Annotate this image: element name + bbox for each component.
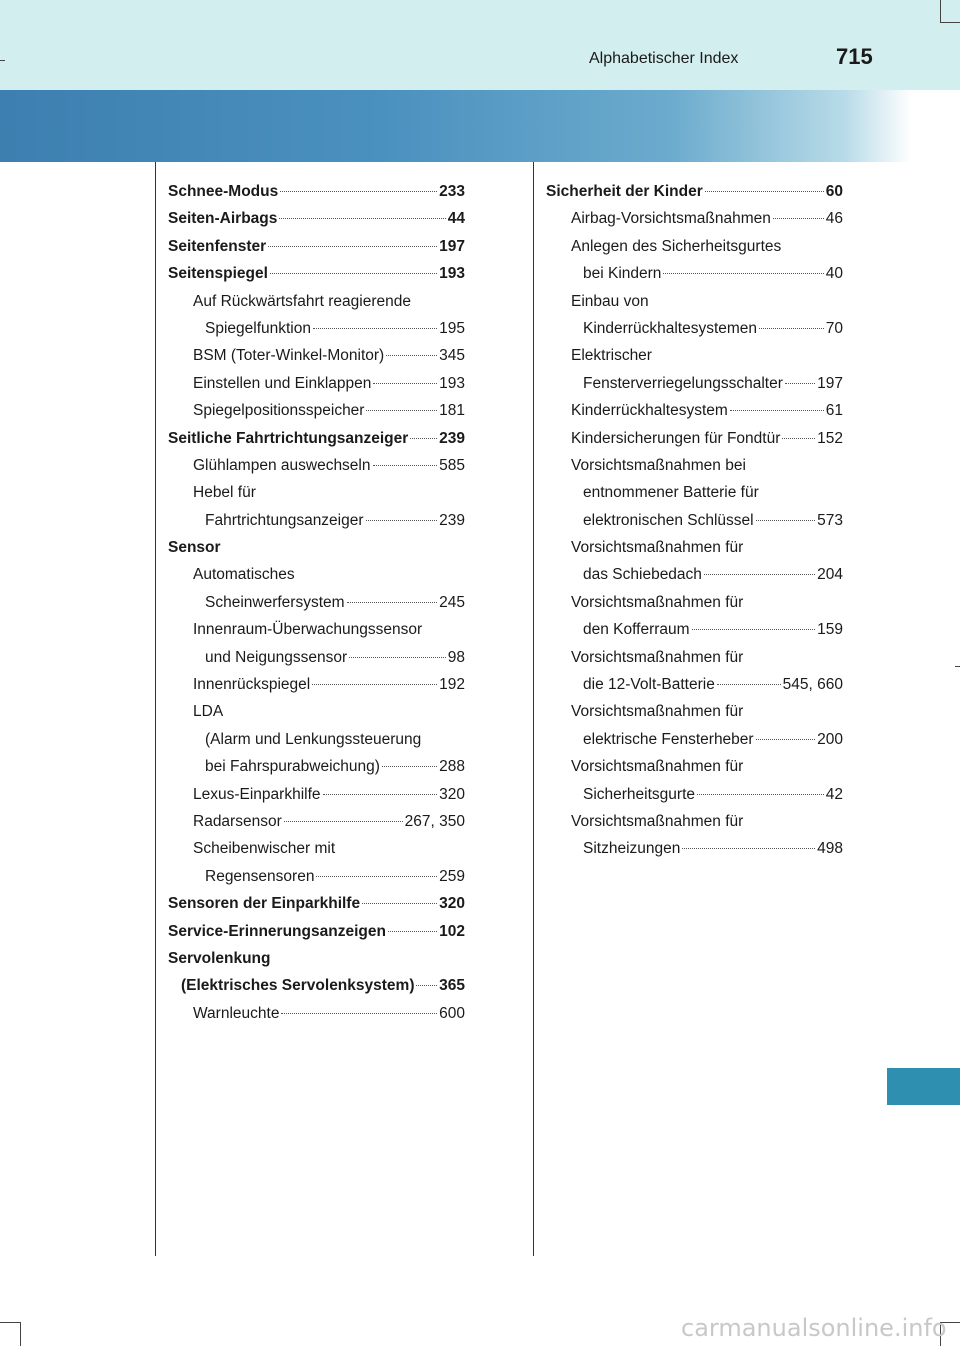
index-entry-text: Einstellen und Einklappen xyxy=(193,374,372,392)
index-entry-text: elektrische Fensterheber xyxy=(583,730,754,748)
index-entry-page[interactable]: 365 xyxy=(439,977,465,995)
index-entry xyxy=(546,781,843,808)
index-entry xyxy=(168,616,465,643)
index-entry-text: Auf Rückwärtsfahrt reagierende xyxy=(193,292,411,310)
index-entry-text: Scheinwerfersystem xyxy=(205,593,345,611)
index-entry-text: Anlegen des Sicherheitsgurtes xyxy=(571,237,782,255)
index-entry-text: Airbag-Vorsichtsmaßnahmen xyxy=(571,210,771,228)
index-entry-page[interactable]: 61 xyxy=(825,402,843,420)
index-entry-text: Automatisches xyxy=(193,566,295,584)
index-entry xyxy=(168,479,465,506)
leader-dots xyxy=(281,999,437,1014)
index-entry xyxy=(168,233,465,260)
leader-dots xyxy=(362,889,437,904)
leader-dots xyxy=(785,369,815,384)
index-entry-text: Sensoren der Einparkhilfe xyxy=(168,895,361,913)
header-gradient-band xyxy=(0,90,960,162)
leader-dots xyxy=(366,506,438,521)
index-entry-text: Radarsensor xyxy=(193,812,282,830)
index-entry-text: und Neigungssensor xyxy=(205,648,348,666)
crop-mark xyxy=(940,0,941,22)
leader-dots xyxy=(382,752,437,767)
index-entry xyxy=(546,178,843,205)
crop-mark xyxy=(20,1322,21,1346)
index-entry-page[interactable]: 44 xyxy=(447,210,465,228)
index-entry-page[interactable]: 46 xyxy=(825,210,843,228)
index-entry-text: entnommener Batterie für xyxy=(583,484,759,502)
index-entry xyxy=(546,342,843,369)
index-entry-page[interactable]: 159 xyxy=(817,621,843,639)
index-entry-text: Elektrischer xyxy=(571,347,652,365)
index-entry xyxy=(546,452,843,479)
index-entry-text: (Elektrisches Servolenksystem) xyxy=(181,977,415,995)
index-entry-text: das Schiebedach xyxy=(583,566,702,584)
index-entry-page[interactable]: 152 xyxy=(817,429,843,447)
crop-mark xyxy=(940,22,960,23)
index-entry-text: Vorsichtsmaßnahmen bei xyxy=(571,456,746,474)
index-entry xyxy=(168,260,465,287)
index-entry-text: Servolenkung xyxy=(168,949,271,967)
leader-dots xyxy=(756,725,816,740)
index-entry-page[interactable]: 193 xyxy=(439,265,465,283)
index-entry-text: Innenraum-Überwachungssensor xyxy=(193,621,423,639)
index-entry-page[interactable]: 320 xyxy=(439,895,465,913)
leader-dots xyxy=(316,862,437,877)
leader-dots xyxy=(730,396,824,411)
index-entry-text: Sicherheitsgurte xyxy=(583,785,696,803)
index-entry xyxy=(168,726,465,753)
index-entry xyxy=(546,370,843,397)
crop-mark xyxy=(0,1322,20,1323)
leader-dots xyxy=(349,643,446,658)
index-entry xyxy=(168,918,465,945)
leader-dots xyxy=(270,259,437,274)
index-entry-text: Spiegelpositionsspeicher xyxy=(193,402,365,420)
index-entry-text: Sensor xyxy=(168,539,221,557)
index-entry-page[interactable]: 288 xyxy=(439,758,465,776)
column-rule-right xyxy=(533,162,534,1256)
index-entry-page[interactable]: 195 xyxy=(439,319,465,337)
index-entry-page[interactable]: 40 xyxy=(825,265,843,283)
index-entry-page[interactable]: 585 xyxy=(439,456,465,474)
leader-dots xyxy=(347,588,438,603)
index-entry xyxy=(168,698,465,725)
index-entry-page[interactable]: 600 xyxy=(439,1004,465,1022)
leader-dots xyxy=(759,314,824,329)
index-entry xyxy=(168,863,465,890)
index-entry-text: Service-Erinnerungsanzeigen xyxy=(168,922,386,940)
leader-dots xyxy=(410,424,437,439)
index-entry-text: Kindersicherungen für Fondtür xyxy=(571,429,781,447)
leader-dots xyxy=(386,341,437,356)
leader-dots xyxy=(313,314,437,329)
index-entry-text: BSM (Toter-Winkel-Monitor) xyxy=(193,347,385,365)
index-entry xyxy=(546,425,843,452)
index-entry-page[interactable]: 102 xyxy=(439,922,465,940)
index-entry xyxy=(168,507,465,534)
index-entry xyxy=(168,425,465,452)
index-entry-text: Seitenspiegel xyxy=(168,265,268,283)
leader-dots xyxy=(782,424,815,439)
index-entry-page[interactable]: 267, 350 xyxy=(404,812,465,830)
index-entry xyxy=(168,534,465,561)
index-entry xyxy=(168,1000,465,1027)
index-entry xyxy=(546,808,843,835)
leader-dots xyxy=(697,780,824,795)
index-entry-page[interactable]: 239 xyxy=(439,511,465,529)
index-entry-page[interactable]: 239 xyxy=(439,429,465,447)
index-entry xyxy=(546,726,843,753)
index-entry xyxy=(168,205,465,232)
index-entry-text: Kinderrückhaltesystem xyxy=(571,402,728,420)
index-entry-text: Sitzheizungen xyxy=(583,840,681,858)
index-entry-page[interactable]: 573 xyxy=(817,511,843,529)
index-entry-text: Fahrtrichtungsanzeiger xyxy=(205,511,364,529)
index-entry-page[interactable]: 197 xyxy=(817,374,843,392)
index-entry xyxy=(168,781,465,808)
index-entry xyxy=(546,589,843,616)
index-entry-page[interactable]: 181 xyxy=(439,402,465,420)
index-entry-text: Vorsichtsmaßnahmen für xyxy=(571,539,744,557)
index-column-left xyxy=(168,178,465,1027)
index-entry-page[interactable]: 498 xyxy=(817,840,843,858)
index-entry-text: Schnee-Modus xyxy=(168,183,279,200)
index-entry-page[interactable]: 42 xyxy=(825,785,843,803)
index-entry-text: Vorsichtsmaßnahmen für xyxy=(571,812,744,830)
index-entry xyxy=(168,808,465,835)
index-entry xyxy=(546,260,843,287)
index-entry-text: Scheibenwischer mit xyxy=(193,840,336,858)
index-entry-text: elektronischen Schlüssel xyxy=(583,511,754,529)
index-entry xyxy=(546,397,843,424)
index-entry-text: Einbau von xyxy=(571,292,649,310)
index-entry-page[interactable]: 200 xyxy=(817,730,843,748)
index-entry xyxy=(546,671,843,698)
index-entry xyxy=(168,397,465,424)
index-entry-text: Vorsichtsmaßnahmen für xyxy=(571,758,744,776)
leader-dots xyxy=(373,369,437,384)
leader-dots xyxy=(323,780,438,795)
index-entry-text: Spiegelfunktion xyxy=(205,319,311,337)
chapter-tab-marker xyxy=(887,1068,960,1105)
crop-mark xyxy=(0,60,5,61)
leader-dots xyxy=(416,971,437,986)
index-entry xyxy=(168,835,465,862)
index-entry xyxy=(546,233,843,260)
index-entry xyxy=(168,644,465,671)
index-entry xyxy=(546,205,843,232)
index-entry xyxy=(546,534,843,561)
index-entry xyxy=(546,288,843,315)
index-entry-text: Vorsichtsmaßnahmen für xyxy=(571,703,744,721)
index-entry-page[interactable]: 204 xyxy=(817,566,843,584)
index-entry-text: Lexus-Einparkhilfe xyxy=(193,785,321,803)
index-entry xyxy=(546,507,843,534)
index-entry xyxy=(168,671,465,698)
index-entry-page[interactable]: 320 xyxy=(439,785,465,803)
leader-dots xyxy=(268,232,437,247)
section-title: Alphabetischer Index xyxy=(589,50,739,67)
index-entry-text: den Kofferraum xyxy=(583,621,690,639)
index-entry xyxy=(546,698,843,725)
index-entry-text: Vorsichtsmaßnahmen für xyxy=(571,593,744,611)
index-entry xyxy=(168,370,465,397)
leader-dots xyxy=(388,917,437,932)
index-entry xyxy=(168,342,465,369)
leader-dots xyxy=(280,177,437,192)
index-entry xyxy=(168,753,465,780)
index-entry-text: Seiten-Airbags xyxy=(168,210,278,228)
index-entry-page[interactable]: 70 xyxy=(825,319,843,337)
index-entry-text: Hebel für xyxy=(193,484,256,502)
index-entry xyxy=(168,288,465,315)
leader-dots xyxy=(284,807,403,822)
column-rule-left xyxy=(155,162,156,1256)
leader-dots xyxy=(682,834,815,849)
index-entry-text: Warnleuchte xyxy=(193,1004,280,1022)
index-column-right xyxy=(546,178,843,863)
leader-dots xyxy=(279,204,445,219)
index-entry-page[interactable]: 545, 660 xyxy=(782,676,843,694)
index-entry-page[interactable]: 197 xyxy=(439,237,465,255)
index-entry-text: Seitliche Fahrtrichtungsanzeiger xyxy=(168,429,409,447)
index-entry-page[interactable]: 60 xyxy=(825,183,843,200)
index-entry-text: die 12-Volt-Batterie xyxy=(583,676,715,694)
index-entry-text: Innenrückspiegel xyxy=(193,676,311,694)
index-entry xyxy=(546,315,843,342)
index-entry xyxy=(168,561,465,588)
page-number: 715 xyxy=(836,44,873,69)
index-entry-page[interactable]: 245 xyxy=(439,593,465,611)
index-entry-text: (Alarm und Lenkungssteuerung xyxy=(205,730,422,748)
index-entry xyxy=(168,890,465,917)
index-entry-page[interactable]: 98 xyxy=(447,648,465,666)
index-entry-text: Kinderrückhaltesystemen xyxy=(583,319,758,337)
header-bar xyxy=(0,0,960,90)
index-entry-page[interactable]: 233 xyxy=(439,183,465,200)
index-entry xyxy=(168,972,465,999)
index-entry-text: Vorsichtsmaßnahmen für xyxy=(571,648,744,666)
index-entry xyxy=(546,616,843,643)
index-entry xyxy=(168,178,465,205)
index-entry-text: Fensterverriegelungsschalter xyxy=(583,374,783,392)
index-entry-text: LDA xyxy=(193,703,224,721)
watermark: carmanualsonline.info xyxy=(681,1314,947,1342)
index-entry-text: Regensensoren xyxy=(205,867,315,885)
index-entry-text: bei Fahrspurabweichung) xyxy=(205,758,380,776)
leader-dots xyxy=(692,615,816,630)
index-entry-page[interactable]: 193 xyxy=(439,374,465,392)
leader-dots xyxy=(773,204,824,219)
leader-dots xyxy=(663,259,823,274)
index-entry-text: Sicherheit der Kinder xyxy=(546,183,703,200)
crop-mark xyxy=(955,666,960,667)
leader-dots xyxy=(704,561,815,576)
index-entry xyxy=(168,452,465,479)
index-entry xyxy=(546,644,843,671)
index-entry-page[interactable]: 345 xyxy=(439,347,465,365)
index-entry-page[interactable]: 259 xyxy=(439,867,465,885)
leader-dots xyxy=(705,177,824,192)
index-entry xyxy=(168,945,465,972)
leader-dots xyxy=(312,670,437,685)
index-entry xyxy=(546,835,843,862)
index-entry xyxy=(168,589,465,616)
index-entry xyxy=(168,315,465,342)
index-entry xyxy=(546,479,843,506)
leader-dots xyxy=(717,670,781,685)
index-entry-text: bei Kindern xyxy=(583,265,662,283)
leader-dots xyxy=(756,506,816,521)
index-entry xyxy=(546,561,843,588)
leader-dots xyxy=(366,396,437,411)
index-entry-text: Glühlampen auswechseln xyxy=(193,456,371,474)
index-entry-page[interactable]: 192 xyxy=(439,676,465,694)
leader-dots xyxy=(373,451,438,466)
index-entry xyxy=(546,753,843,780)
index-entry-text: Seitenfenster xyxy=(168,237,267,255)
